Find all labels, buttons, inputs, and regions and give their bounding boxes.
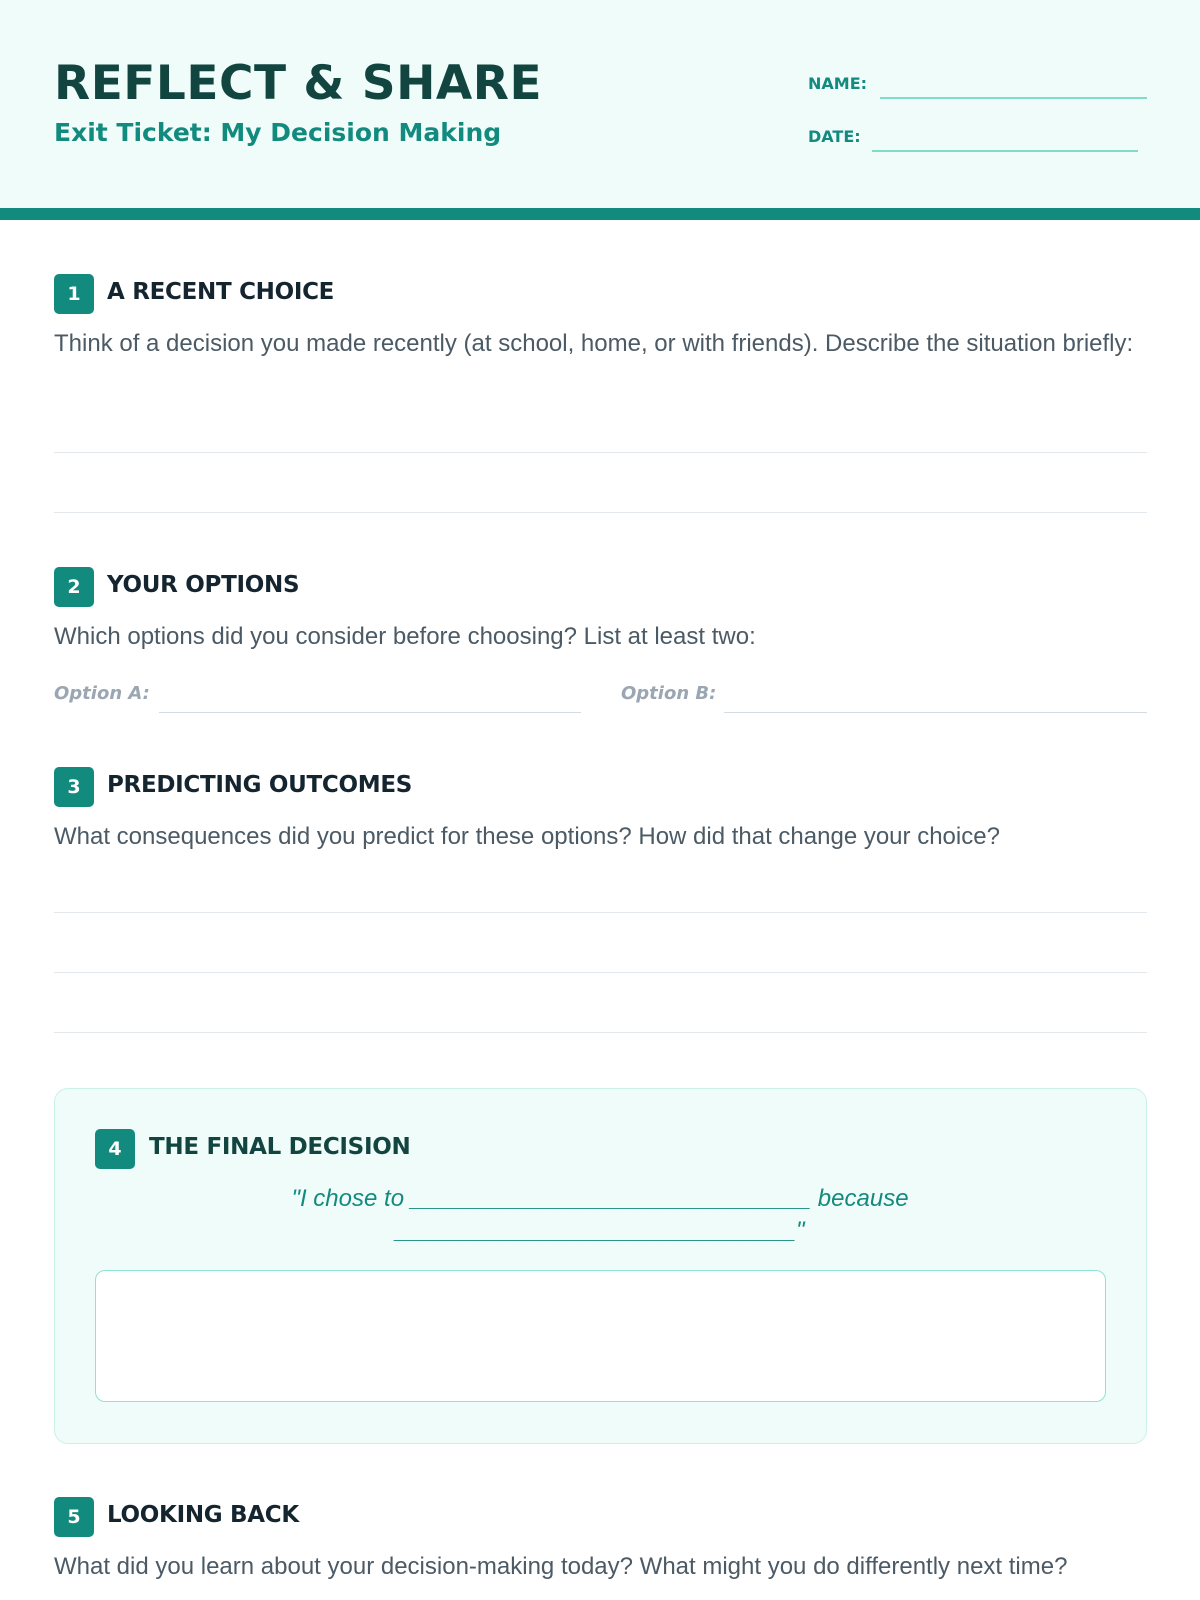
name-label: NAME: <box>808 74 868 93</box>
name-field[interactable] <box>880 97 1147 99</box>
section-prompt-your-options: Which options did you consider before choosing? List at least two: <box>54 623 756 650</box>
answer-line[interactable] <box>54 1032 1147 1033</box>
section-heading-predicting-outcomes: PREDICTING OUTCOMES <box>107 772 413 798</box>
section-heading-your-options: YOUR OPTIONS <box>107 572 300 598</box>
section-number-badge: 1 <box>54 274 94 314</box>
section-heading-looking-back: LOOKING BACK <box>107 1502 299 1528</box>
option-a-field[interactable] <box>159 712 581 713</box>
section-prompt-recent-choice: Think of a decision you made recently (at school, home, or with friends). Describe the situation briefly: <box>54 330 1134 357</box>
section-number-badge: 4 <box>95 1129 135 1169</box>
final-decision-answer-box[interactable] <box>95 1270 1106 1402</box>
option-a-label: Option A: <box>54 683 150 704</box>
section-heading-recent-choice: A RECENT CHOICE <box>107 279 335 305</box>
option-b-label: Option B: <box>621 683 717 704</box>
worksheet-subtitle: Exit Ticket: My Decision Making <box>54 118 502 147</box>
answer-line[interactable] <box>54 452 1147 453</box>
section-number-badge: 5 <box>54 1497 94 1537</box>
answer-line[interactable] <box>54 972 1147 973</box>
answer-line[interactable] <box>54 912 1147 913</box>
answer-line[interactable] <box>54 512 1147 513</box>
worksheet-title: REFLECT & SHARE <box>54 56 543 111</box>
date-field[interactable] <box>872 150 1138 152</box>
section-number-badge: 2 <box>54 567 94 607</box>
section-number-badge: 3 <box>54 767 94 807</box>
date-label: DATE: <box>808 127 861 146</box>
decision-sentence-starter: "I chose to ______________________________ because ______________________________" <box>291 1185 909 1244</box>
section-prompt-predicting-outcomes: What consequences did you predict for these options? How did that change your choice? <box>54 823 1000 850</box>
section-prompt-looking-back: What did you learn about your decision-making today? What might you do differently next time? <box>54 1553 1068 1580</box>
option-b-field[interactable] <box>724 712 1147 713</box>
header-divider <box>0 208 1200 220</box>
section-heading-final-decision: THE FINAL DECISION <box>149 1134 411 1160</box>
